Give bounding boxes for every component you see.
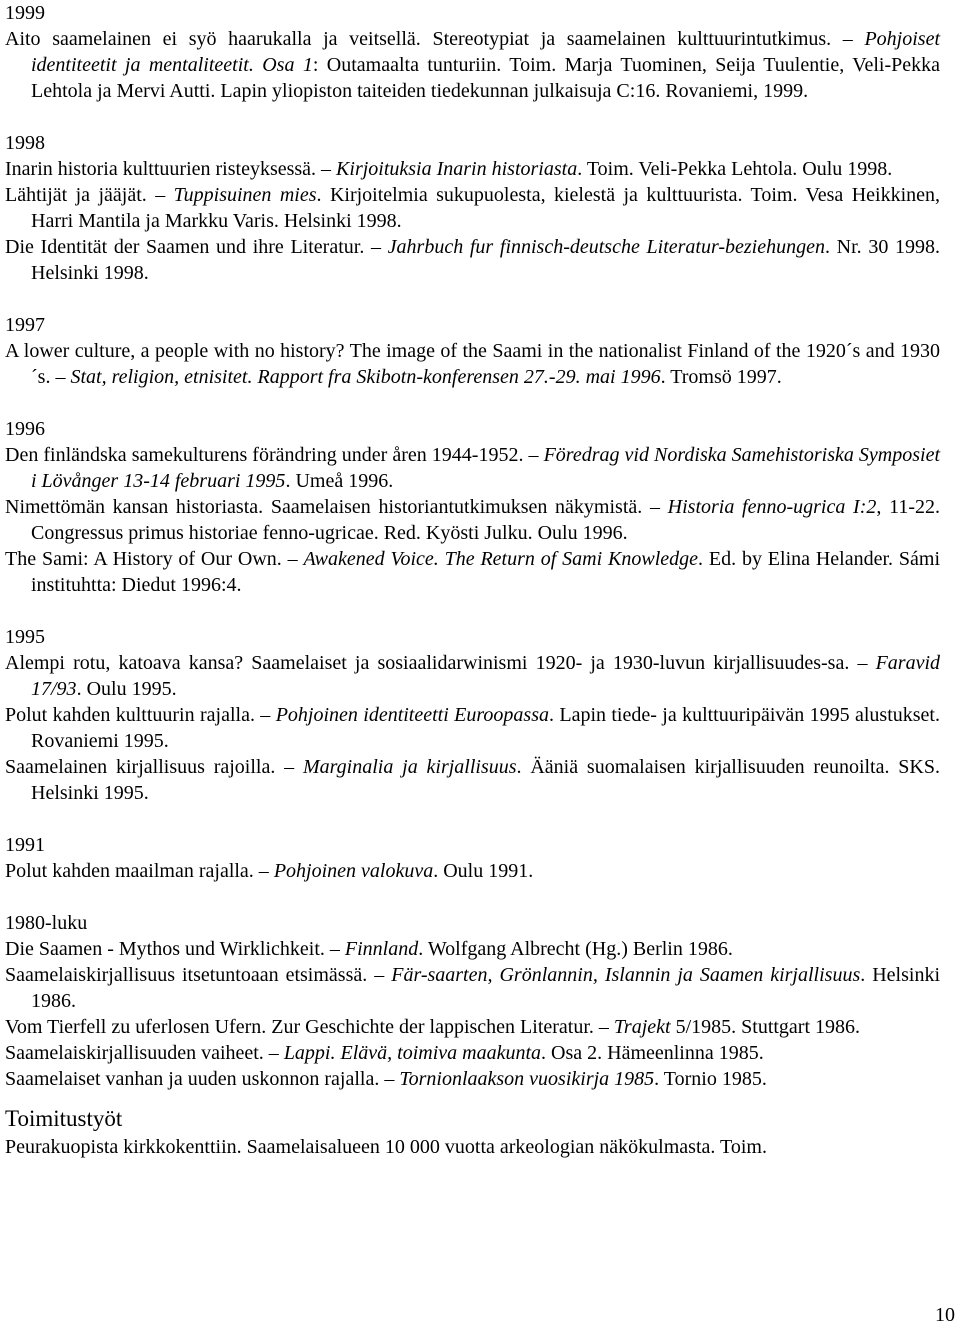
bibliography-entry (5, 858, 940, 884)
year-section (5, 312, 940, 390)
section-gap (5, 104, 940, 130)
publication-title: Stat, religion, etnisitet. Rapport fra Skibotn-konferensen 27.-29. mai 1996 (70, 366, 661, 388)
entry-text: The Sami: A History of Our Own. – (5, 548, 304, 570)
bibliography-entry (5, 650, 940, 702)
year-heading: 1997 (5, 314, 45, 336)
publication-title: Pohjoinen identiteetti Euroopassa (275, 704, 549, 726)
year-heading: 1991 (5, 834, 45, 856)
entry-text: Polut kahden kulttuurin rajalla. – (5, 704, 276, 726)
entry-text: Polut kahden maailman rajalla. – (5, 860, 274, 882)
publication-title: Finnland (344, 938, 419, 960)
section-gap (5, 598, 940, 624)
entry-text: : Outamaalta tunturiin. Toim. Marja Tuominen, Seija Tuulentie, Veli-Pekka Lehtola ja Mervi Autti. Lapin yliopiston taiteiden tiedekunnan julkaisuja C:16. Rovaniemi, 1999. (31, 54, 940, 102)
bibliography-entry (5, 962, 940, 1014)
publication-title: Tuppisuinen mies (173, 184, 317, 206)
section-heading-toimitustyot: Toimitustyöt (5, 1106, 123, 1131)
bibliography-entry (5, 182, 940, 234)
entry-text: . Nr. 30 1998. Helsinki 1998. (31, 236, 940, 284)
section-gap (5, 286, 940, 312)
year-section (5, 832, 940, 884)
publication-title: Föredrag vid Nordiska Samehistoriska Symposiet i Lövånger 13-14 februari 1995 (31, 444, 941, 492)
document-page (5, 0, 940, 1160)
entry-text: Die Saamen - Mythos und Wirklichkeit. – (5, 938, 345, 960)
page-number: 10 (935, 1304, 955, 1326)
publication-title: Pohjoinen valokuva (273, 860, 434, 882)
publication-title: Marginalia ja kirjallisuus (302, 756, 517, 778)
entry-text: Vom Tierfell zu uferlosen Ufern. Zur Geschichte der lappischen Literatur. – (5, 1016, 614, 1038)
publication-title: Kirjoituksia Inarin historiasta (336, 158, 578, 180)
publication-title: Historia fenno-ugrica I:2 (667, 496, 877, 518)
publication-title: Jahrbuch fur finnisch-deutsche Literatur-beziehungen (387, 236, 825, 258)
editorial-entry: Peurakuopista kirkkokenttiin. Saamelaisalueen 10 000 vuotta arkeologian näkökulmasta. Toim. (5, 1136, 767, 1158)
entry-text: . Osa 2. Hämeenlinna 1985. (541, 1042, 764, 1064)
year-heading: 1998 (5, 132, 45, 154)
section-gap (5, 806, 940, 832)
year-heading: 1996 (5, 418, 45, 440)
entry-text: . Oulu 1995. (76, 678, 177, 700)
entry-text: . Helsinki 1986. (31, 964, 940, 1012)
entry-text: Saamelainen kirjallisuus rajoilla. – (5, 756, 303, 778)
entry-text: . Lapin tiede- ja kulttuuripäivän 1995 alustukset. Rovaniemi 1995. (31, 704, 940, 752)
year-heading: 1995 (5, 626, 45, 648)
entry-text: Den finländska samekulturens förändring under åren 1944-1952. – (5, 444, 544, 466)
entry-text: . Kirjoitelmia sukupuolesta, kielestä ja kulttuurista. Toim. Vesa Heikkinen, Harri Mantila ja Markku Varis. Helsinki 1998. (31, 184, 941, 232)
editorial-section (5, 1104, 940, 1160)
year-section (5, 130, 940, 286)
entry-text: . Wolfgang Albrecht (Hg.) Berlin 1986. (418, 938, 733, 960)
bibliography-entry (5, 702, 940, 754)
entry-text: . Toim. Veli-Pekka Lehtola. Oulu 1998. (577, 158, 893, 180)
bibliography-entry (5, 1066, 940, 1092)
entry-text: . Ed. by Elina Helander. Sámi instituhtta: Diedut 1996:4. (31, 548, 941, 596)
bibliography-entry (5, 494, 940, 546)
entry-text: Saamelaiskirjallisuus itsetuntoaan etsimässä. – (5, 964, 392, 986)
entry-text: Die Identität der Saamen und ihre Literatur. – (5, 236, 388, 258)
publication-title: Trajekt (613, 1016, 671, 1038)
entry-text: Inarin historia kulttuurien risteyksessä. – (5, 158, 337, 180)
publication-title: Pohjoiset identiteetit ja mentaliteetit. Osa 1 (31, 28, 940, 76)
year-section (5, 624, 940, 806)
entry-text: . Tromsö 1997. (660, 366, 782, 388)
bibliography-entry (5, 156, 940, 182)
entry-text: . Oulu 1991. (433, 860, 534, 882)
publication-title: Lappi. Elävä, toimiva maakunta (283, 1042, 542, 1064)
section-gap (5, 390, 940, 416)
bibliography-entry (5, 1014, 940, 1040)
publication-list (5, 0, 940, 1092)
year-section (5, 416, 940, 598)
entry-text: Aito saamelainen ei syö haarukalla ja veitsellä. Stereotypiat ja saamelainen kulttuurintutkimus. – (5, 28, 865, 50)
entry-text: . Umeå 1996. (285, 470, 394, 492)
publication-title: Tornionlaakson vuosikirja 1985 (399, 1068, 655, 1090)
bibliography-entry (5, 338, 940, 390)
entry-text: 5/1985. Stuttgart 1986. (670, 1016, 861, 1038)
entry-text: . Tornio 1985. (654, 1068, 767, 1090)
year-section (5, 0, 940, 104)
bibliography-entry (5, 546, 940, 598)
entry-text: Alempi rotu, katoava kansa? Saamelaiset ja sosiaalidarwinismi 1920- ja 1930-luvun kirjallisuudes-sa. – (5, 652, 876, 674)
entry-text: A lower culture, a people with no history? The image of the Saami in the nationalist Finland of the 1920´s and 1930´s. – (5, 340, 940, 388)
section-gap (5, 884, 940, 910)
entry-text: , 11-22. Congressus primus historiae fenno-ugricae. Red. Kyösti Julku. Oulu 1996. (31, 496, 941, 544)
entry-text: Lähtijät ja jääjät. – (5, 184, 174, 206)
entry-text: Saamelaiskirjallisuuden vaiheet. – (5, 1042, 284, 1064)
publication-title: Fär-saarten, Grönlannin, Islannin ja Saamen kirjallisuus (391, 964, 861, 986)
entry-text: . Ääniä suomalaisen kirjallisuuden reunoilta. SKS. Helsinki 1995. (31, 756, 940, 804)
publication-title: Faravid 17/93 (31, 652, 940, 700)
year-section (5, 910, 940, 1092)
bibliography-entry (5, 936, 940, 962)
entry-text: Nimettömän kansan historiasta. Saamelaisen historiantutkimuksen näkymistä. – (5, 496, 668, 518)
bibliography-entry (5, 234, 940, 286)
bibliography-entry (5, 754, 940, 806)
bibliography-entry (5, 1040, 940, 1066)
entry-text: Saamelaiset vanhan ja uuden uskonnon rajalla. – (5, 1068, 400, 1090)
bibliography-entry (5, 26, 940, 104)
bibliography-entry (5, 442, 940, 494)
year-heading: 1999 (5, 2, 45, 24)
publication-title: Awakened Voice. The Return of Sami Knowledge (303, 548, 699, 570)
year-heading: 1980-luku (5, 912, 88, 934)
